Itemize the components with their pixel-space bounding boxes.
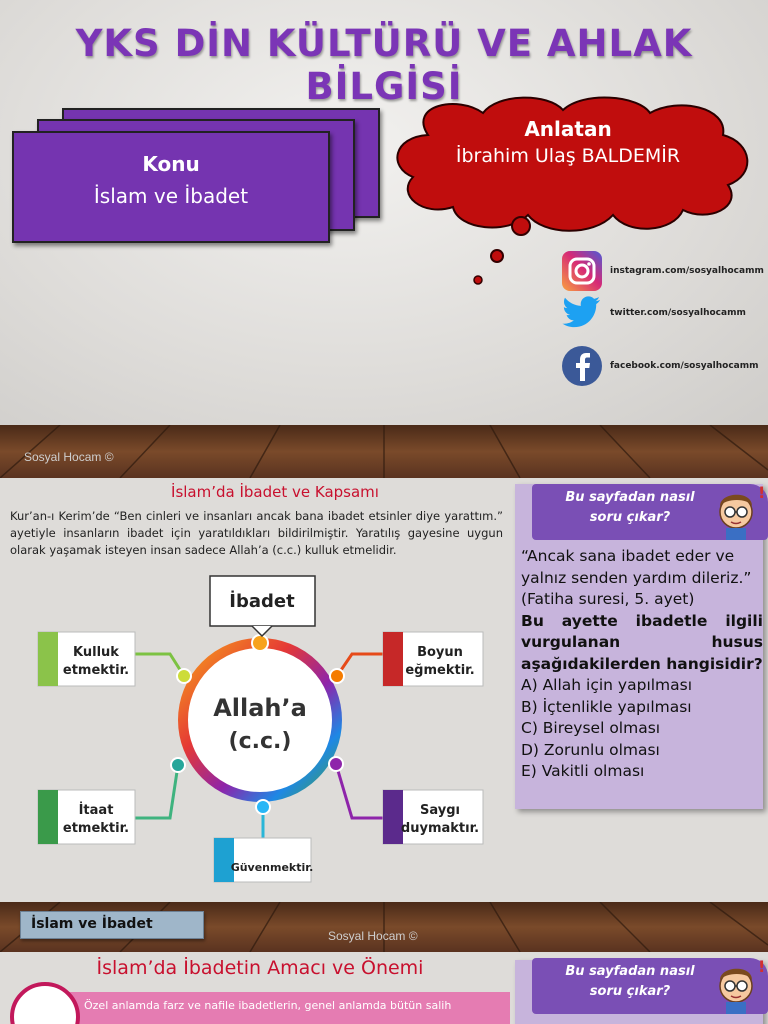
- item-saygi-line1: Saygı: [420, 803, 460, 818]
- diagram-center-line1: Allah’a: [213, 694, 307, 722]
- facebook-label: facebook.com/sosyalhocamm: [610, 361, 759, 371]
- slide-paragraph: Kur’an-ı Kerim’de “Ben cinleri ve insanları ancak bana ibadet etsinler diye yarattım.” ayetiyle insanların ibadet için yaratıldıkları bildirilmiştir. Yaratılış gayesine uygun olarak yaşamak isteyen insan sadece Allah’a (c.c.) kulluk etmelidir.: [10, 509, 503, 557]
- presenter-name: İbrahim Ulaş BALDEMİR: [455, 145, 681, 167]
- next-note-header: [532, 954, 768, 1016]
- item-boyun-line1: Boyun: [417, 645, 463, 660]
- title-slide: [0, 0, 768, 425]
- item-kulluk-line1: Kulluk: [73, 645, 119, 660]
- instagram-link[interactable]: [562, 251, 762, 291]
- facebook-icon: [562, 346, 602, 386]
- topic-heading: Konu: [142, 152, 200, 176]
- instagram-icon: [562, 251, 602, 291]
- presenter-text: [418, 117, 718, 167]
- topic-card: [12, 131, 330, 243]
- note-header-text: Bu sayfadan nasıl soru çıkar?: [565, 490, 695, 525]
- twitter-label: twitter.com/sosyalhocamm: [610, 308, 746, 318]
- note-header: [532, 480, 768, 542]
- note-body: [521, 546, 763, 783]
- item-itaat-line1: İtaat: [78, 803, 114, 818]
- presentation-title: YKS DİN KÜLTÜRÜ VE AHLAK BİLGİSİ: [75, 22, 693, 108]
- wood-floor: [0, 425, 768, 478]
- next-slide: [0, 952, 768, 1024]
- topic-subject: İslam ve İbadet: [93, 184, 249, 208]
- twitter-icon: [562, 293, 602, 333]
- option-a: A) Allah için yapılması: [521, 676, 693, 694]
- note-quote: “Ancak sana ibadet eder ve yalnız senden yardım dileriz.”: [521, 547, 752, 587]
- twitter-link[interactable]: [562, 293, 762, 333]
- presenter-heading: Anlatan: [524, 117, 612, 141]
- option-e: E) Vakitli olması: [521, 762, 645, 780]
- item-itaat-line2: etmektir.: [62, 821, 130, 836]
- item-boyun-line2: eğmektir.: [405, 663, 475, 678]
- footer-credit: Sosyal Hocam ©: [24, 450, 114, 464]
- next-note-header-text: Bu sayfadan nasıl soru çıkar?: [565, 964, 695, 999]
- diagram-top-label: İbadet: [229, 591, 295, 612]
- diagram-center-line2: (c.c.): [228, 729, 292, 754]
- svg-text:!: !: [758, 957, 766, 976]
- option-b: B) İçtenlikle yapılması: [521, 697, 692, 716]
- note-source: (Fatiha suresi, 5. ayet): [521, 590, 695, 608]
- instagram-label: instagram.com/sosyalhocamm: [610, 266, 764, 276]
- slide-title: İslam’da İbadet ve Kapsamı: [171, 483, 379, 501]
- item-saygi-line2: duymaktır.: [400, 821, 480, 836]
- next-slide-text: Özel anlamda farz ve nafile ibadetlerin, genel anlamda bütün salih: [66, 992, 510, 1024]
- thinking-boy-icon-2: [712, 956, 768, 1016]
- option-c: C) Bireysel olması: [521, 719, 661, 737]
- item-guvenmek: Güvenmektir.: [230, 861, 314, 874]
- facebook-link[interactable]: [562, 346, 762, 386]
- thinking-boy-icon: [712, 482, 768, 542]
- option-d: D) Zorunlu olması: [521, 740, 660, 759]
- worship-diagram: [0, 568, 510, 900]
- footer-credit-2: Sosyal Hocam ©: [328, 929, 418, 943]
- item-kulluk-line2: etmektir.: [62, 663, 130, 678]
- next-slide-title: İslam’da İbadetin Amacı ve Önemi: [96, 957, 424, 979]
- topic-badge: İslam ve İbadet: [20, 911, 204, 939]
- note-question: Bu ayette ibadetle ilgili vurgulanan husus aşağıdakilerden hangisidir?: [521, 611, 763, 673]
- decorative-circle: [10, 982, 80, 1024]
- svg-text:!: !: [758, 483, 766, 502]
